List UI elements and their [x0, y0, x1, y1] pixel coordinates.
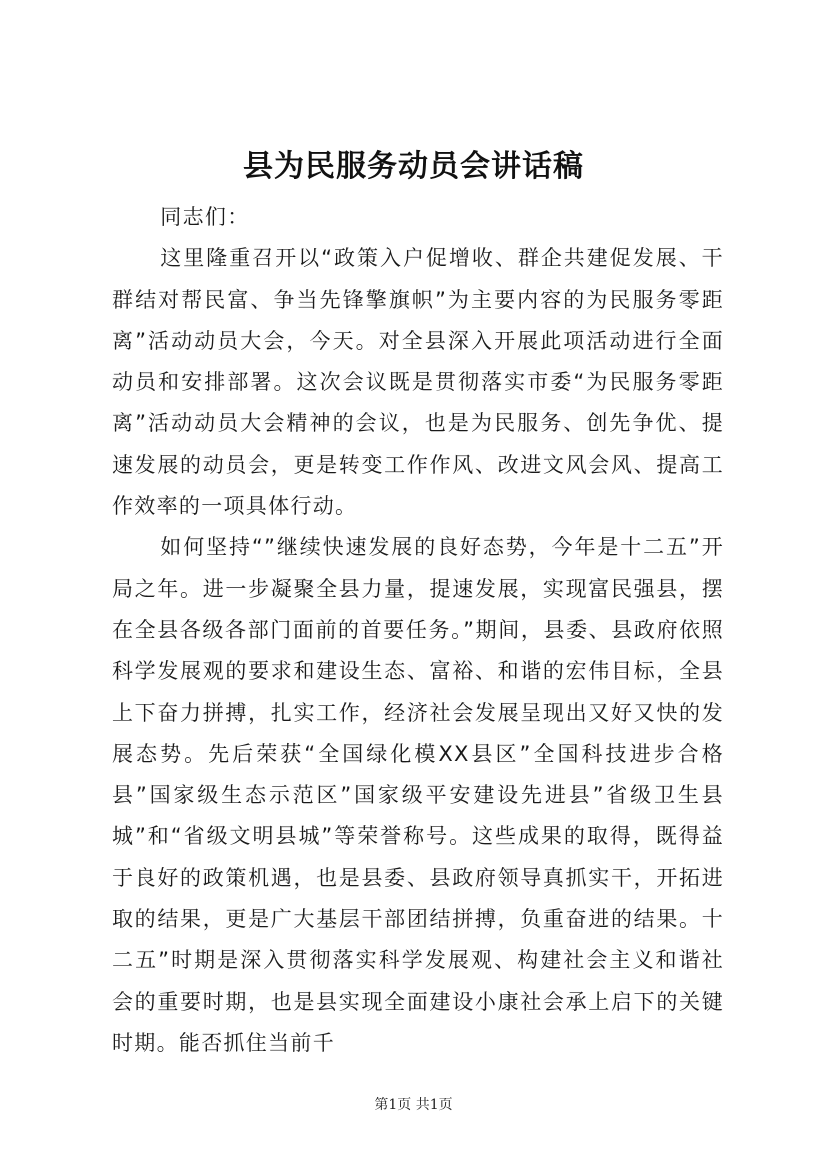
paragraph-2: 如何坚持“”继续快速发展的良好态势，今年是十二五”开局之年。进一步凝聚全县力量，提速发展，实现富民强县，摆在全县各级各部门面前的首要任务。”期间，县委、县政府依照科学发展观的要求和建设生态、富裕、和谐的宏伟目标，全县上下奋力拼搏，扎实工作，经济社会发展呈现出又好又快的发展态势。先后荣获“全国绿化模XX县区”全国科技进步合格县”国家级生态示范区”国家级平安建设先进县”省级卫生县城”和“省级文明县城”等荣誉称号。这些成果的取得，既得益于良好的政策机遇，也是县委、县政府领导真抓实干，开拓进取的结果，更是广大基层干部团结拼搏，负重奋进的结果。十二五”时期是深入贯彻落实科学发展观、构建社会主义和谐社会的重要时期，也是县实现全面建设小康社会承上启下的关键时期。能否抓住当前千: [112, 535, 724, 1055]
salutation: 同志们：: [160, 205, 250, 229]
page-footer: 第1页 共1页: [374, 1097, 453, 1113]
document-title: 县为民服务动员会讲话稿: [243, 149, 584, 184]
document-body: [112, 197, 724, 1064]
paragraph-1: 这里隆重召开以“政策入户促增收、群企共建促发展、干群结对帮民富、争当先锋擎旗帜”为主要内容的为民服务零距离”活动动员大会，今天。对全县深入开展此项活动进行全面动员和安排部署。这次会议既是贯彻落实市委“为民服务零距离”活动动员大会精神的会议，也是为民服务、创先争优、提速发展的动员会，更是转变工作作风、改进文风会风、提高工作效率的一项具体行动。: [112, 246, 724, 519]
